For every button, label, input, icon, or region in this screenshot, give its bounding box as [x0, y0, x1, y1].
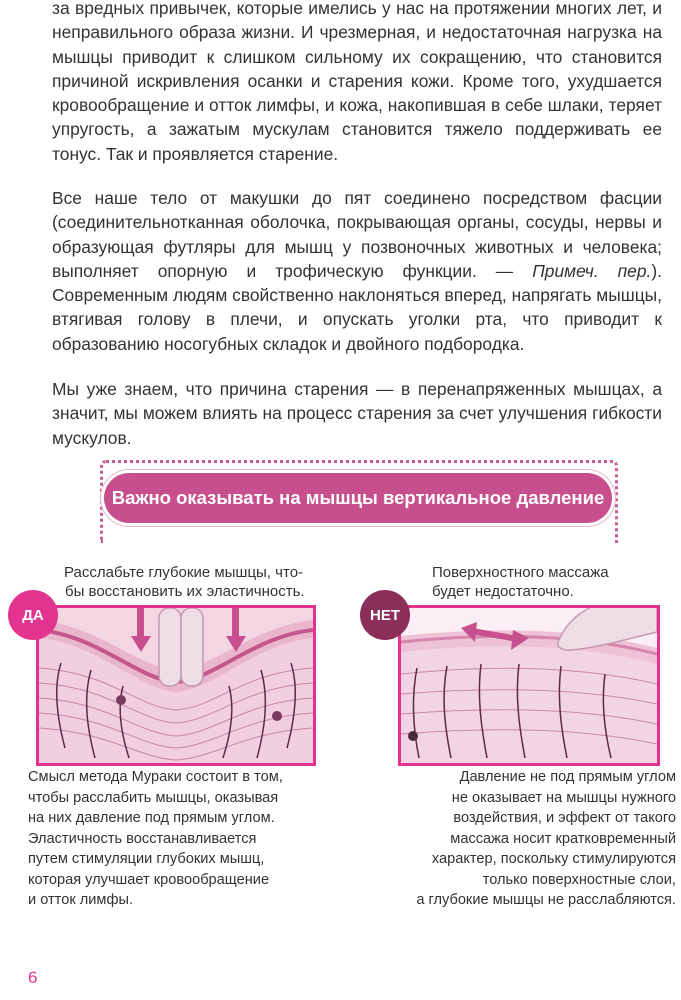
yes-caption-line: которая улучшает кровообращение — [28, 871, 270, 888]
paragraph-2-main: Все наше тело от макушки до пят соединено посредством фасции (соединительнотканная оболочка, покрывающая органы, сосуды, нервы и образующая футляры для мышц у позвоночных животных и человека; выполняет опорную и трофическую функции. — — [52, 188, 662, 281]
no-caption-line: не оказывает на мышцы нужного — [451, 789, 676, 806]
yes-caption-line: путем стимуляции глубоких мышц, — [28, 851, 265, 867]
no-caption-line: массажа носит кратковременный — [450, 830, 676, 847]
paragraph-2-text — [52, 186, 662, 356]
yes-caption-line: чтобы расслабить мышцы, оказывая — [28, 789, 279, 806]
paragraph-3-text: Мы уже знаем, что причина старения — в перенапряженных мышцах, а значит, мы можем влиять на процесс старения за счет улучшения гибкости мускулов. — [52, 379, 662, 448]
page-number: 6 — [28, 968, 38, 987]
yes-caption-line: на них давление под прямым углом. — [28, 810, 275, 826]
no-caption-bottom — [396, 767, 676, 911]
paragraph-2-rest: ). Современным людям свойственно наклоняться вперед, напрягать мышцы, втягивая голову в плечи, и опускать уголки рта, что приводит к образованию носогубных складок и двойного подбородка. — [52, 260, 662, 354]
no-caption-line: воздействия, и эффект от такого — [453, 810, 676, 826]
no-illustration — [398, 605, 660, 766]
yes-caption-top-line-1: Расслабьте глубокие мышцы, что- — [64, 564, 304, 581]
yes-illustration — [36, 605, 316, 766]
vertical-pressure-illustration — [39, 608, 313, 763]
paragraph-3 — [52, 377, 662, 450]
no-caption-line: только поверхностные слои, — [482, 871, 676, 888]
paragraph-1-text: за вредных привычек, которые имелись у нас на протяжении многих лет, и неправильного образа жизни. И чрезмерная, и недостаточная нагрузка на мышцы приводит к слишком сильному их сокращению, что становится причиной искривления осанки и старения кожи. Кроме того, ухудшается кровообращение и отток лимфы, и кожа, накопившая в себе шлаки, теряет упругость, а зажатым мускулам становится тяжело поддерживать ее тонус. Так и проявляется старение. — [52, 0, 662, 164]
section-banner: Важно оказывать на мышцы вертикальное давление — [104, 473, 612, 523]
surface-massage-illustration — [401, 608, 657, 763]
yes-caption-line: и отток лимфы. — [28, 892, 134, 908]
no-caption-line: а глубокие мышцы не расслабляются. — [416, 892, 676, 908]
translator-note: Примеч. пер. — [532, 260, 652, 281]
yes-caption-top — [64, 563, 305, 601]
yes-caption-line: Эластичность восстанавливается — [28, 830, 257, 847]
yes-caption-top-line-2: бы восстановить их эластичность. — [65, 583, 305, 600]
yes-caption-line: Смысл метода Мураки состоит в том, — [28, 769, 283, 785]
no-badge: НЕТ — [360, 590, 410, 640]
no-caption-top-line-1: Поверхностного массажа — [432, 564, 609, 581]
no-caption-top — [432, 563, 609, 601]
no-caption-line: характер, поскольку стимулируются — [431, 851, 676, 867]
paragraph-2 — [52, 186, 662, 356]
yes-badge: ДА — [8, 590, 58, 640]
yes-caption-bottom — [28, 767, 348, 911]
no-caption-top-line-2: будет недостаточно. — [432, 583, 574, 600]
paragraph-1 — [52, 0, 662, 166]
no-caption-line: Давление не под прямым углом — [459, 769, 676, 785]
